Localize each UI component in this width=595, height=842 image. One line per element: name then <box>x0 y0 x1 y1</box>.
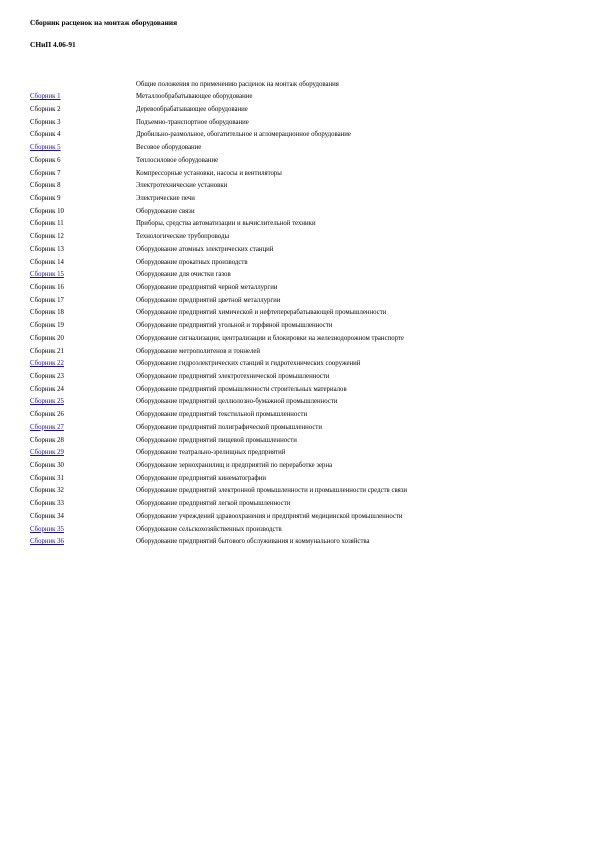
contents-row <box>30 409 570 422</box>
collection-description: Оборудование предприятий полиграфической промышленности <box>136 423 323 431</box>
collection-description: Оборудование гидроэлектрических станций и гидротехнических сооружений <box>136 360 361 368</box>
contents-row <box>30 435 570 448</box>
collection-description: Электротехнические установки <box>136 182 228 190</box>
contents-row <box>30 333 570 346</box>
contents-row <box>30 511 570 524</box>
contents-row <box>30 117 570 130</box>
collection-number: Сборник 21 <box>30 347 64 355</box>
collection-number: Сборник 34 <box>30 512 64 520</box>
collection-description: Деревообрабатывающее оборудование <box>136 105 248 113</box>
contents-row <box>30 180 570 193</box>
collection-description: Дробильно-размольное, обогатительное и агломерационное оборудование <box>136 131 351 139</box>
document-code: СНиП 4.06-91 <box>30 40 76 49</box>
contents-row <box>30 346 570 359</box>
contents-row <box>30 244 570 257</box>
collection-description: Оборудование прокатных производств <box>136 258 248 266</box>
collection-description: Оборудование сельскохозяйственных производств <box>136 525 282 533</box>
contents-row <box>30 193 570 206</box>
collection-number: Сборник 24 <box>30 385 64 393</box>
contents-table <box>30 78 570 549</box>
collection-number: Сборник 7 <box>30 169 61 177</box>
collection-description: Оборудование связи <box>136 207 195 215</box>
collection-number: Сборник 17 <box>30 296 64 304</box>
collection-description: Подъемно-транспортное оборудование <box>136 118 249 126</box>
collection-number: Сборник 28 <box>30 436 64 444</box>
collection-link[interactable]: Сборник 15 <box>30 271 64 279</box>
contents-row <box>30 524 570 537</box>
collection-number: Сборник 12 <box>30 233 64 241</box>
collection-description: Оборудование предприятий цветной металлургии <box>136 296 281 304</box>
contents-row <box>30 473 570 486</box>
contents-row <box>30 168 570 181</box>
document-title: Сборник расценок на монтаж оборудования <box>30 18 178 27</box>
contents-row <box>30 422 570 435</box>
general-provisions-heading: Общие положения по применению расценок на монтаж оборудования <box>136 81 339 88</box>
contents-row <box>30 142 570 155</box>
collection-number: Сборник 3 <box>30 118 61 126</box>
collection-link[interactable]: Сборник 25 <box>30 398 64 406</box>
collection-description: Оборудование предприятий электронной промышленности и промышленности средств связи <box>136 487 408 495</box>
collection-link[interactable]: Сборник 35 <box>30 525 64 533</box>
collection-number: Сборник 2 <box>30 105 61 113</box>
collection-number: Сборник 14 <box>30 258 64 266</box>
collection-number: Сборник 10 <box>30 207 64 215</box>
contents-row <box>30 269 570 282</box>
collection-link[interactable]: Сборник 29 <box>30 449 64 457</box>
contents-row <box>30 358 570 371</box>
collection-number: Сборник 26 <box>30 411 64 419</box>
contents-row <box>30 295 570 308</box>
collection-description: Оборудование метрополитенов и тоннелей <box>136 347 261 355</box>
contents-row <box>30 231 570 244</box>
collection-description: Оборудование предприятий черной металлургии <box>136 283 278 291</box>
collection-number: Сборник 33 <box>30 500 64 508</box>
contents-row <box>30 218 570 231</box>
collection-link[interactable]: Сборник 1 <box>30 93 61 101</box>
contents-row <box>30 396 570 409</box>
collection-description: Оборудование атомных электрических станций <box>136 245 274 253</box>
collection-description: Оборудование предприятий текстильной промышленности <box>136 411 308 419</box>
contents-row <box>30 320 570 333</box>
contents-row <box>30 447 570 460</box>
collection-link[interactable]: Сборник 36 <box>30 538 64 546</box>
collection-description: Технологические трубопроводы <box>136 233 230 241</box>
contents-row <box>30 460 570 473</box>
collection-description: Оборудование предприятий легкой промышленности <box>136 500 291 508</box>
collection-link[interactable]: Сборник 22 <box>30 360 64 368</box>
collection-description: Металлообрабатывающее оборудование <box>136 93 253 101</box>
collection-description: Электрические печи <box>136 194 195 202</box>
collection-number: Сборник 13 <box>30 245 64 253</box>
collection-description: Оборудование предприятий угольной и торфяной промышленности <box>136 322 333 330</box>
contents-row <box>30 485 570 498</box>
collection-number: Сборник 9 <box>30 194 61 202</box>
contents-row <box>30 104 570 117</box>
collection-description: Оборудование предприятий электротехнической промышленности <box>136 373 330 380</box>
collection-description: Оборудование предприятий бытового обслуживания и коммунального хозяйства <box>136 538 370 546</box>
collection-number: Сборник 4 <box>30 131 61 139</box>
collection-description: Оборудование предприятий химической и нефтеперерабатывающей промышленности <box>136 309 387 317</box>
collection-description: Оборудование для очистки газов <box>136 271 231 279</box>
collection-number: Сборник 16 <box>30 283 64 291</box>
contents-row <box>30 91 570 104</box>
collection-description: Весовое оборудование <box>136 144 202 152</box>
collection-link[interactable]: Сборник 27 <box>30 423 64 431</box>
collection-description: Оборудование предприятий пищевой промышленности <box>136 436 297 444</box>
collection-description: Приборы, средства автоматизации и вычислительной техники <box>136 220 316 228</box>
contents-row <box>30 155 570 168</box>
collection-description: Оборудование предприятий кинематографии <box>136 474 267 482</box>
contents-row <box>30 257 570 270</box>
collection-number: Сборник 19 <box>30 322 64 330</box>
collection-number: Сборник 18 <box>30 309 64 317</box>
collection-description: Оборудование предприятий промышленности строительных материалов <box>136 385 347 393</box>
collection-description: Оборудование учреждений здравоохранения и предприятий медицинской промышленности <box>136 512 403 520</box>
collection-description: Оборудование зернохранилищ и предприятий по переработке зерна <box>136 462 333 470</box>
contents-row <box>30 282 570 295</box>
collection-number: Сборник 8 <box>30 182 61 190</box>
collection-description: Теплосиловое оборудование <box>136 156 219 164</box>
collection-description: Оборудование театрально-зрелищных предприятий <box>136 449 286 457</box>
contents-row <box>30 307 570 320</box>
collection-description: Компрессорные установки, насосы и вентиляторы <box>136 169 282 177</box>
collection-number: Сборник 11 <box>30 220 64 228</box>
collection-description: Оборудование предприятий целлюлозно-бумажной промышленности <box>136 398 338 406</box>
contents-row <box>30 371 570 384</box>
collection-number: Сборник 32 <box>30 487 64 495</box>
collection-number: Сборник 23 <box>30 373 64 380</box>
collection-number: Сборник 20 <box>30 334 64 342</box>
collection-link[interactable]: Сборник 5 <box>30 144 61 152</box>
contents-rows <box>30 91 570 549</box>
collection-number: Сборник 30 <box>30 462 64 470</box>
collection-number: Сборник 6 <box>30 156 61 164</box>
contents-row <box>30 129 570 142</box>
collection-number: Сборник 31 <box>30 474 64 482</box>
contents-row <box>30 384 570 397</box>
contents-row <box>30 536 570 549</box>
collection-description: Оборудование сигнализации, централизации и блокировки на железнодорожном транспорте <box>136 334 404 342</box>
contents-row <box>30 206 570 219</box>
contents-row <box>30 498 570 511</box>
